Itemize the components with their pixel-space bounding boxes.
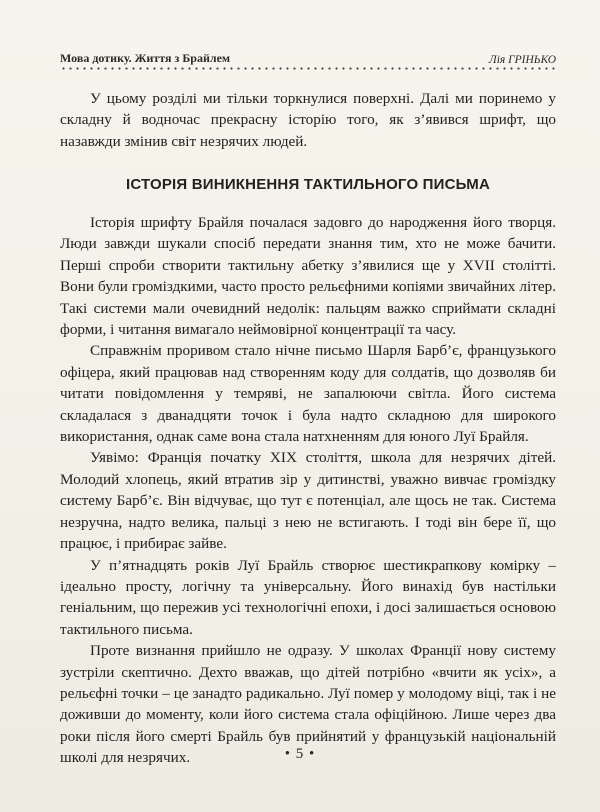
- paragraph-1: Історія шрифту Брайля почалася задовго до народження його творця. Люди завжди шукали спосіб передати знання тим, хто не може бачити. Перші спроби створити тактильну абетку з’явилися ще у XVII столітті. Вони були громіздкими, часто просто рельєфними копіями звичайних літер. Такі системи мали очевидний недолік: пальцям важко сприймати складні форми, і читання вимагало неймовірної концентрації та часу.: [60, 214, 556, 339]
- paragraph-5: Проте визнання прийшло не одразу. У школах Франції нову систему зустріли скептично. Дехто вважав, що дітей потрібно «вчити як усіх», а рельєфні точки – це занадто радикально. Луї помер у молодому віці, так і не доживши до моменту, коли його система стала офіційною. Лише через два роки після його смерті Брайль був прийнятий у французькій національній школі для незрячих.: [60, 642, 556, 767]
- paragraph-3: Уявімо: Франція початку XIX століття, школа для незрячих дітей. Молодий хлопець, який втратив зір у дитинстві, уважно вивчає громіздку систему Барб’є. Він відчуває, що тут є потенціал, але щось не так. Система незручна, надто велика, пальці з нею не встигають. І тоді він бере її, що працює, і прибирає зайве.: [60, 449, 556, 553]
- section-body: [60, 212, 556, 769]
- page-number: • 5 •: [284, 746, 316, 762]
- book-title: Мова дотику. Життя з Брайлем: [60, 51, 231, 65]
- running-header: [60, 46, 556, 66]
- intro-text: [60, 88, 556, 152]
- author-name: Лія ГРІНЬКО: [488, 54, 556, 66]
- section-heading: ІСТОРІЯ ВИНИКНЕННЯ ТАКТИЛЬНОГО ПИСЬМА: [125, 176, 491, 193]
- paragraph-2: Справжнім проривом стало нічне письмо Шарля Барб’є, французького офіцера, який працював над створенням коду для солдатів, що дозволяв би читати повідомлення у темряві, не запалюючи світла. Його система складалася з дванадцяти точок і була надто складною для широкого використання, однак саме вона стала натхненням для юного Луї Брайля.: [60, 342, 556, 446]
- intro-paragraph: У цьому розділі ми тільки торкнулися поверхні. Далі ми поринемо у складну й водночас прекрасну історію того, як з’явився шрифт, що назавжди змінив світ незрячих людей.: [60, 90, 556, 150]
- header-dotted-rule: [60, 67, 556, 70]
- paragraph-4: У п’ятнадцять років Луї Брайль створює шестикрапкову комірку – ідеально просту, логічну та універсальну. Його винахід був настільки геніальним, що пережив усі технологічні епохи, і досі залишається основою тактильного письма.: [60, 556, 556, 638]
